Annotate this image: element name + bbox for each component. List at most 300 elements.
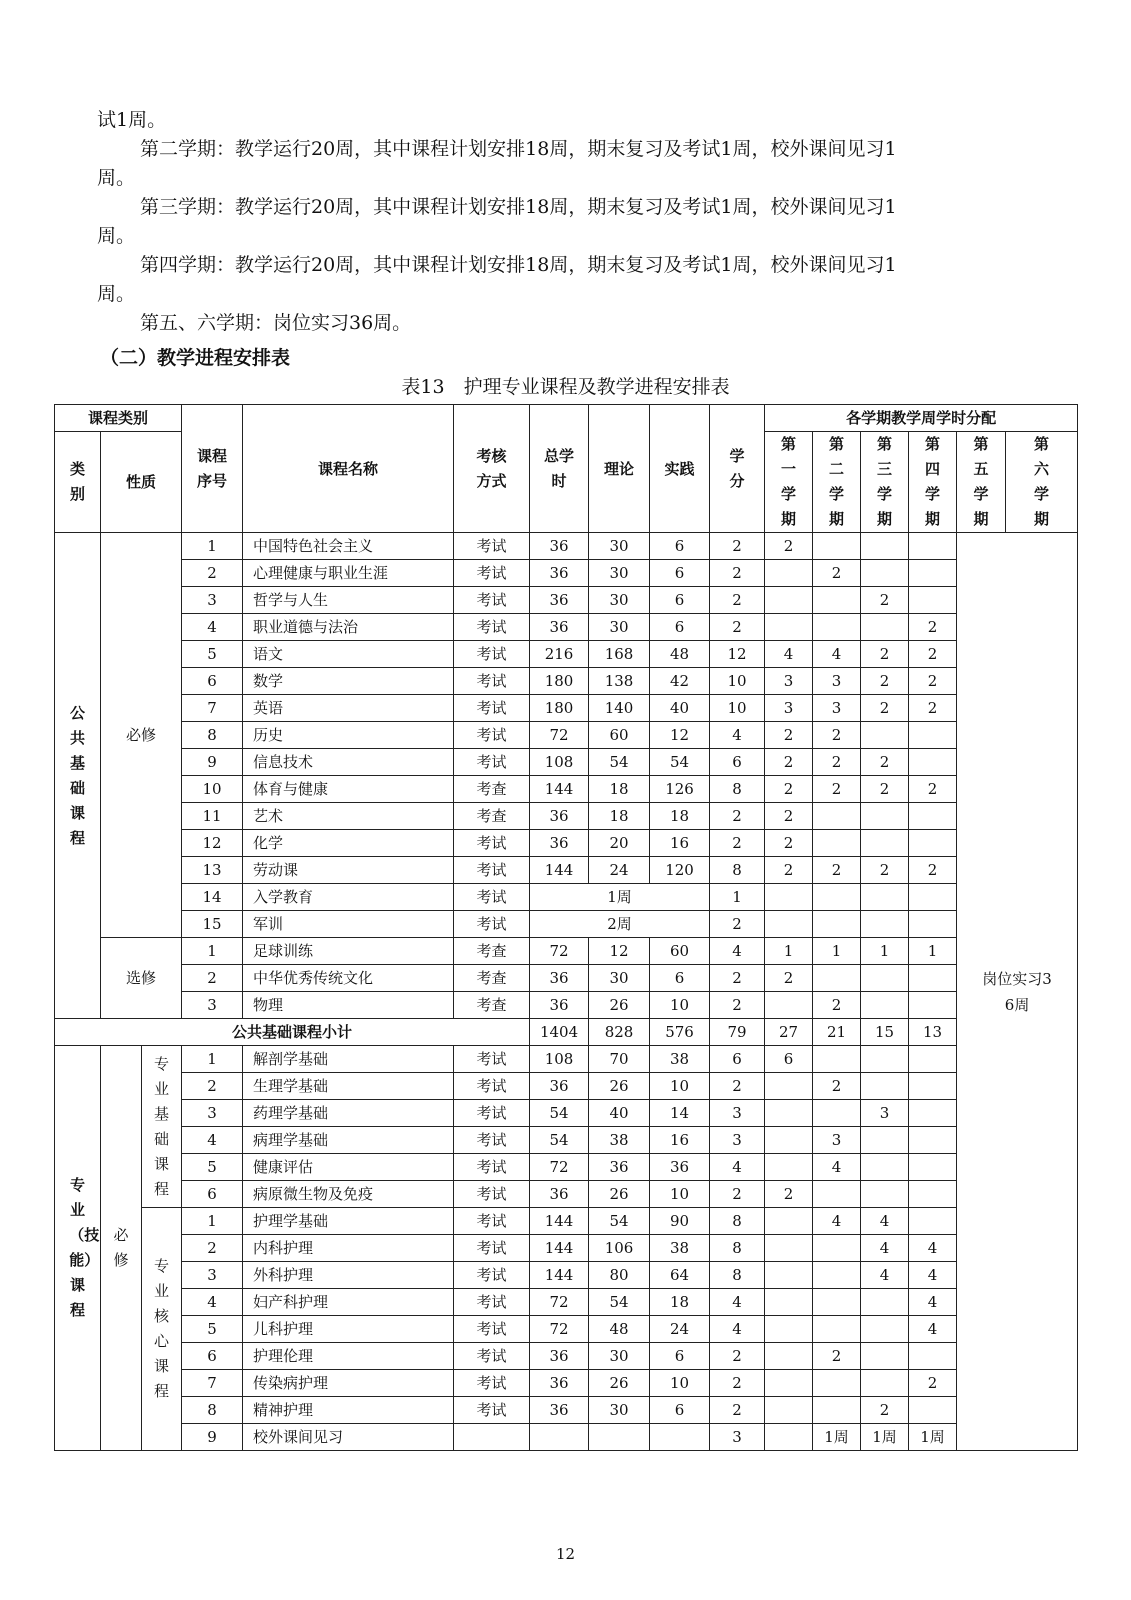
course-seq: 7 [182,1370,243,1397]
semester-hours-s1 [765,884,813,911]
course-name: 精神护理 [243,1397,454,1424]
semester-hours-s1: 2 [765,965,813,992]
course-name: 入学教育 [243,884,454,911]
header-exam: 考核方式 [454,405,530,533]
header-seq: 课程序号 [182,405,243,533]
course-seq: 2 [182,560,243,587]
semester-hours-s3 [861,803,909,830]
semester-hours-s2: 2 [813,776,861,803]
course-credit: 10 [710,695,765,722]
semester-hours-s3: 2 [861,668,909,695]
course-theory: 20 [589,830,650,857]
course-theory: 106 [589,1235,650,1262]
course-practice: 10 [650,1181,710,1208]
course-seq: 6 [182,1181,243,1208]
course-credit: 12 [710,641,765,668]
course-credit: 1 [710,884,765,911]
semester-hours-s1 [765,1208,813,1235]
course-name: 数学 [243,668,454,695]
course-seq: 2 [182,1235,243,1262]
paragraph-line-1: 试1周。 [97,109,167,131]
course-name: 化学 [243,830,454,857]
course-credit: 8 [710,776,765,803]
semester-hours-s2: 2 [813,749,861,776]
course-seq: 14 [182,884,243,911]
course-total: 144 [530,776,589,803]
course-seq: 1 [182,938,243,965]
table-row [55,1154,1078,1181]
course-practice: 6 [650,560,710,587]
course-credit: 2 [710,533,765,560]
paragraph-line-4: 第三学期：教学运行20周，其中课程计划安排18周，期末复习及考试1周，校外课间见习1 [140,196,897,218]
course-total: 72 [530,722,589,749]
course-name: 药理学基础 [243,1100,454,1127]
course-seq: 4 [182,1127,243,1154]
course-exam: 考查 [454,992,530,1019]
course-seq: 9 [182,1424,243,1451]
course-name: 校外课间见习 [243,1424,454,1451]
course-exam: 考查 [454,938,530,965]
table-row [55,668,1078,695]
subtotal-credit: 79 [710,1019,765,1046]
course-seq: 5 [182,1154,243,1181]
table-row [55,1235,1078,1262]
semester-hours-s3 [861,992,909,1019]
course-exam: 考试 [454,1397,530,1424]
course-exam: 考试 [454,587,530,614]
course-total: 180 [530,695,589,722]
table-row [55,695,1078,722]
course-seq: 12 [182,830,243,857]
semester-hours-s4: 2 [909,695,957,722]
semester-hours-s2: 3 [813,1127,861,1154]
semester-hours-s4 [909,1181,957,1208]
course-seq: 3 [182,587,243,614]
course-practice: 24 [650,1316,710,1343]
semester-hours-s1: 6 [765,1046,813,1073]
course-practice: 10 [650,1370,710,1397]
course-exam: 考试 [454,560,530,587]
course-credit: 2 [710,587,765,614]
course-seq: 2 [182,1073,243,1100]
course-practice: 10 [650,992,710,1019]
table-caption: 表13 护理专业课程及教学进程安排表 [401,376,730,398]
course-practice: 36 [650,1154,710,1181]
semester-hours-s2 [813,1397,861,1424]
paragraph-line-3: 周。 [97,167,136,189]
course-seq: 3 [182,1262,243,1289]
table-row [55,965,1078,992]
course-seq: 3 [182,1100,243,1127]
course-practice: 16 [650,1127,710,1154]
course-credit: 4 [710,1316,765,1343]
course-practice: 6 [650,1343,710,1370]
course-name: 生理学基础 [243,1073,454,1100]
semester-hours-s4: 4 [909,1316,957,1343]
category-public-basic: 公共基础课程 [55,533,101,1019]
table-row [55,587,1078,614]
subtotal-s2: 21 [813,1019,861,1046]
course-credit: 10 [710,668,765,695]
semester-hours-s1 [765,587,813,614]
semester-hours-s4 [909,749,957,776]
course-credit: 2 [710,830,765,857]
table-row [55,1370,1078,1397]
semester-hours-s3: 4 [861,1208,909,1235]
course-practice: 54 [650,749,710,776]
subtotal-s3: 15 [861,1019,909,1046]
semester-hours-s2 [813,965,861,992]
course-credit: 8 [710,1208,765,1235]
course-name: 内科护理 [243,1235,454,1262]
course-seq: 11 [182,803,243,830]
course-exam: 考试 [454,668,530,695]
course-name: 英语 [243,695,454,722]
course-seq: 15 [182,911,243,938]
course-total: 36 [530,1181,589,1208]
course-name: 心理健康与职业生涯 [243,560,454,587]
course-credit: 2 [710,1343,765,1370]
semester-hours-s4 [909,830,957,857]
semester-hours-s3: 2 [861,776,909,803]
semester-hours-s4 [909,803,957,830]
semester-hours-s2 [813,803,861,830]
course-credit: 2 [710,1073,765,1100]
subtotal-total: 1404 [530,1019,589,1046]
semester-hours-s2 [813,1100,861,1127]
course-credit: 2 [710,614,765,641]
course-exam: 考试 [454,1208,530,1235]
course-theory: 30 [589,965,650,992]
course-theory: 54 [589,1289,650,1316]
table-row [55,1208,1078,1235]
semester-hours-s3: 2 [861,587,909,614]
semester-hours-s4 [909,992,957,1019]
course-seq: 1 [182,533,243,560]
header-sem1: 第一学期 [765,432,813,533]
subtotal-label: 公共基础课程小计 [55,1019,530,1046]
course-practice: 120 [650,857,710,884]
course-seq: 6 [182,1343,243,1370]
semester-hours-s1 [765,1154,813,1181]
course-exam: 考试 [454,1235,530,1262]
course-theory [589,1424,650,1451]
semester-hours-s3: 4 [861,1235,909,1262]
course-practice: 18 [650,1289,710,1316]
course-exam: 考试 [454,1046,530,1073]
course-practice: 48 [650,641,710,668]
paragraph-line-6: 第四学期：教学运行20周，其中课程计划安排18周，期末复习及考试1周，校外课间见习1 [140,254,897,276]
semester-hours-s2: 3 [813,668,861,695]
semester-hours-s3 [861,1370,909,1397]
course-exam: 考试 [454,884,530,911]
course-total: 36 [530,992,589,1019]
semester-hours-s1: 2 [765,533,813,560]
subcategory-prof-core: 专业核心课程 [142,1208,182,1451]
semester-hours-s1 [765,1073,813,1100]
semester-hours-s3 [861,1343,909,1370]
semester-hours-s4 [909,1046,957,1073]
course-theory: 26 [589,1181,650,1208]
course-theory: 138 [589,668,650,695]
semester-hours-s3: 2 [861,749,909,776]
course-total: 36 [530,965,589,992]
course-theory: 30 [589,533,650,560]
semester-hours-s3: 2 [861,695,909,722]
course-credit: 3 [710,1127,765,1154]
course-theory: 60 [589,722,650,749]
course-total: 36 [530,1370,589,1397]
course-total: 36 [530,830,589,857]
semester-hours-s1 [765,911,813,938]
semester-hours-s2 [813,830,861,857]
course-exam: 考试 [454,857,530,884]
table-row [55,1343,1078,1370]
course-practice: 60 [650,938,710,965]
course-credit: 6 [710,749,765,776]
course-exam: 考试 [454,614,530,641]
table-row [55,992,1078,1019]
table-row [55,1424,1078,1451]
course-name: 儿科护理 [243,1316,454,1343]
semester-hours-s4: 2 [909,1370,957,1397]
semester-hours-s1 [765,614,813,641]
table-row [55,560,1078,587]
subcategory-prof-basic: 专业基础课程 [142,1046,182,1208]
course-theory: 140 [589,695,650,722]
course-total: 72 [530,1289,589,1316]
course-theory: 36 [589,1154,650,1181]
subtotal-s4: 13 [909,1019,957,1046]
semester-hours-s3 [861,965,909,992]
course-credit: 8 [710,857,765,884]
paragraph-line-2: 第二学期：教学运行20周，其中课程计划安排18周，期末复习及考试1周，校外课间见习1 [140,138,897,160]
semester-hours-s3 [861,1127,909,1154]
course-seq: 1 [182,1046,243,1073]
course-seq: 6 [182,668,243,695]
course-exam: 考试 [454,1370,530,1397]
curriculum-table [54,404,1078,1451]
course-name: 历史 [243,722,454,749]
course-practice: 18 [650,803,710,830]
header-total: 总学时 [530,405,589,533]
course-credit: 2 [710,803,765,830]
course-total: 144 [530,1235,589,1262]
semester-hours-s4: 4 [909,1289,957,1316]
course-practice: 6 [650,587,710,614]
page-number: 12 [555,1545,576,1563]
semester-hours-s3: 1 [861,938,909,965]
table-row [55,857,1078,884]
nature-elective: 选修 [101,938,182,1019]
semester-hours-s4: 4 [909,1235,957,1262]
semester-hours-s2 [813,1316,861,1343]
header-credit: 学分 [710,405,765,533]
header-row-1 [55,405,1078,432]
course-total: 36 [530,1343,589,1370]
course-exam: 考查 [454,803,530,830]
semester-hours-s3 [861,1154,909,1181]
course-credit: 4 [710,1154,765,1181]
course-name: 护理伦理 [243,1343,454,1370]
course-exam: 考试 [454,1343,530,1370]
course-theory: 24 [589,857,650,884]
course-name: 妇产科护理 [243,1289,454,1316]
course-theory: 30 [589,614,650,641]
semester-hours-s2: 3 [813,695,861,722]
course-credit: 4 [710,722,765,749]
nature-required: 必修 [101,533,182,938]
semester-hours-s4 [909,965,957,992]
course-total: 36 [530,560,589,587]
course-total: 144 [530,1262,589,1289]
semester-hours-s3 [861,1073,909,1100]
header-nature: 性质 [101,432,182,533]
course-seq: 2 [182,965,243,992]
course-credit: 6 [710,1046,765,1073]
course-practice: 14 [650,1100,710,1127]
semester-hours-s1 [765,1343,813,1370]
course-total: 36 [530,803,589,830]
course-seq: 4 [182,1289,243,1316]
course-theory: 54 [589,1208,650,1235]
course-exam [454,1424,530,1451]
course-name: 解剖学基础 [243,1046,454,1073]
course-practice: 6 [650,965,710,992]
header-theory: 理论 [589,405,650,533]
semester-hours-s3: 1周 [861,1424,909,1451]
course-name: 健康评估 [243,1154,454,1181]
semester-hours-s2 [813,1262,861,1289]
semester-hours-s4 [909,1073,957,1100]
course-exam: 考试 [454,641,530,668]
table-row [55,1316,1078,1343]
course-total: 54 [530,1127,589,1154]
course-exam: 考查 [454,965,530,992]
course-total: 108 [530,749,589,776]
course-name: 外科护理 [243,1262,454,1289]
semester-hours-s3 [861,722,909,749]
semester-hours-s2: 2 [813,722,861,749]
course-credit: 2 [710,1370,765,1397]
course-exam: 考试 [454,533,530,560]
header-category-group: 课程类别 [55,405,182,432]
course-total: 36 [530,587,589,614]
table-row [55,938,1078,965]
course-exam: 考试 [454,1073,530,1100]
course-practice: 6 [650,1397,710,1424]
semester-hours-s3 [861,1046,909,1073]
course-theory: 54 [589,749,650,776]
semester-hours-s2: 2 [813,560,861,587]
header-practice: 实践 [650,405,710,533]
course-exam: 考试 [454,830,530,857]
table-row [55,803,1078,830]
semester-hours-s2: 4 [813,641,861,668]
table-row [55,533,1078,560]
semester-hours-s4 [909,1127,957,1154]
course-seq: 4 [182,614,243,641]
semester-hours-s2: 4 [813,1154,861,1181]
course-total: 216 [530,641,589,668]
semester-hours-s3 [861,560,909,587]
course-theory: 18 [589,776,650,803]
course-total: 180 [530,668,589,695]
subtotal-practice: 576 [650,1019,710,1046]
course-credit: 2 [710,965,765,992]
course-credit: 3 [710,1100,765,1127]
semester-hours-s3: 4 [861,1262,909,1289]
course-seq: 3 [182,992,243,1019]
course-credit: 2 [710,911,765,938]
course-name: 哲学与人生 [243,587,454,614]
semester-hours-s1: 4 [765,641,813,668]
course-theory: 168 [589,641,650,668]
course-name: 职业道德与法治 [243,614,454,641]
paragraph-line-5: 周。 [97,225,136,247]
course-seq: 9 [182,749,243,776]
course-total: 144 [530,1208,589,1235]
semester-hours-s2: 1周 [813,1424,861,1451]
course-credit: 2 [710,560,765,587]
semester-hours-s1: 2 [765,803,813,830]
course-exam: 考试 [454,749,530,776]
course-name: 病理学基础 [243,1127,454,1154]
course-total: 72 [530,1316,589,1343]
semester-hours-s1: 2 [765,1181,813,1208]
course-credit: 8 [710,1235,765,1262]
course-practice: 40 [650,695,710,722]
semester-hours-s4 [909,560,957,587]
course-practice: 6 [650,533,710,560]
table-row [55,776,1078,803]
course-theory: 18 [589,803,650,830]
semester-hours-s1 [765,1235,813,1262]
course-exam: 考试 [454,1262,530,1289]
course-theory: 26 [589,1073,650,1100]
course-practice: 38 [650,1235,710,1262]
course-credit: 4 [710,938,765,965]
paragraph-line-7: 周。 [97,283,136,305]
semester-hours-s2 [813,1370,861,1397]
course-theory: 30 [589,560,650,587]
course-exam: 考试 [454,1127,530,1154]
course-name: 军训 [243,911,454,938]
course-total: 72 [530,1154,589,1181]
course-total [530,1424,589,1451]
course-theory: 70 [589,1046,650,1073]
course-seq: 5 [182,1316,243,1343]
semester-hours-s2 [813,533,861,560]
semester-hours-s3 [861,533,909,560]
course-practice: 10 [650,1073,710,1100]
semester-hours-s4: 2 [909,614,957,641]
semester-hours-s1 [765,1370,813,1397]
course-name: 信息技术 [243,749,454,776]
semester-hours-s2 [813,587,861,614]
course-name: 体育与健康 [243,776,454,803]
course-seq: 1 [182,1208,243,1235]
semester-hours-s2 [813,1289,861,1316]
semester-hours-s4 [909,884,957,911]
course-total: 72 [530,938,589,965]
course-name: 病原微生物及免疫 [243,1181,454,1208]
course-credit: 3 [710,1424,765,1451]
course-seq: 8 [182,722,243,749]
course-theory: 26 [589,1370,650,1397]
course-practice [650,1424,710,1451]
semester-hours-s1: 3 [765,695,813,722]
